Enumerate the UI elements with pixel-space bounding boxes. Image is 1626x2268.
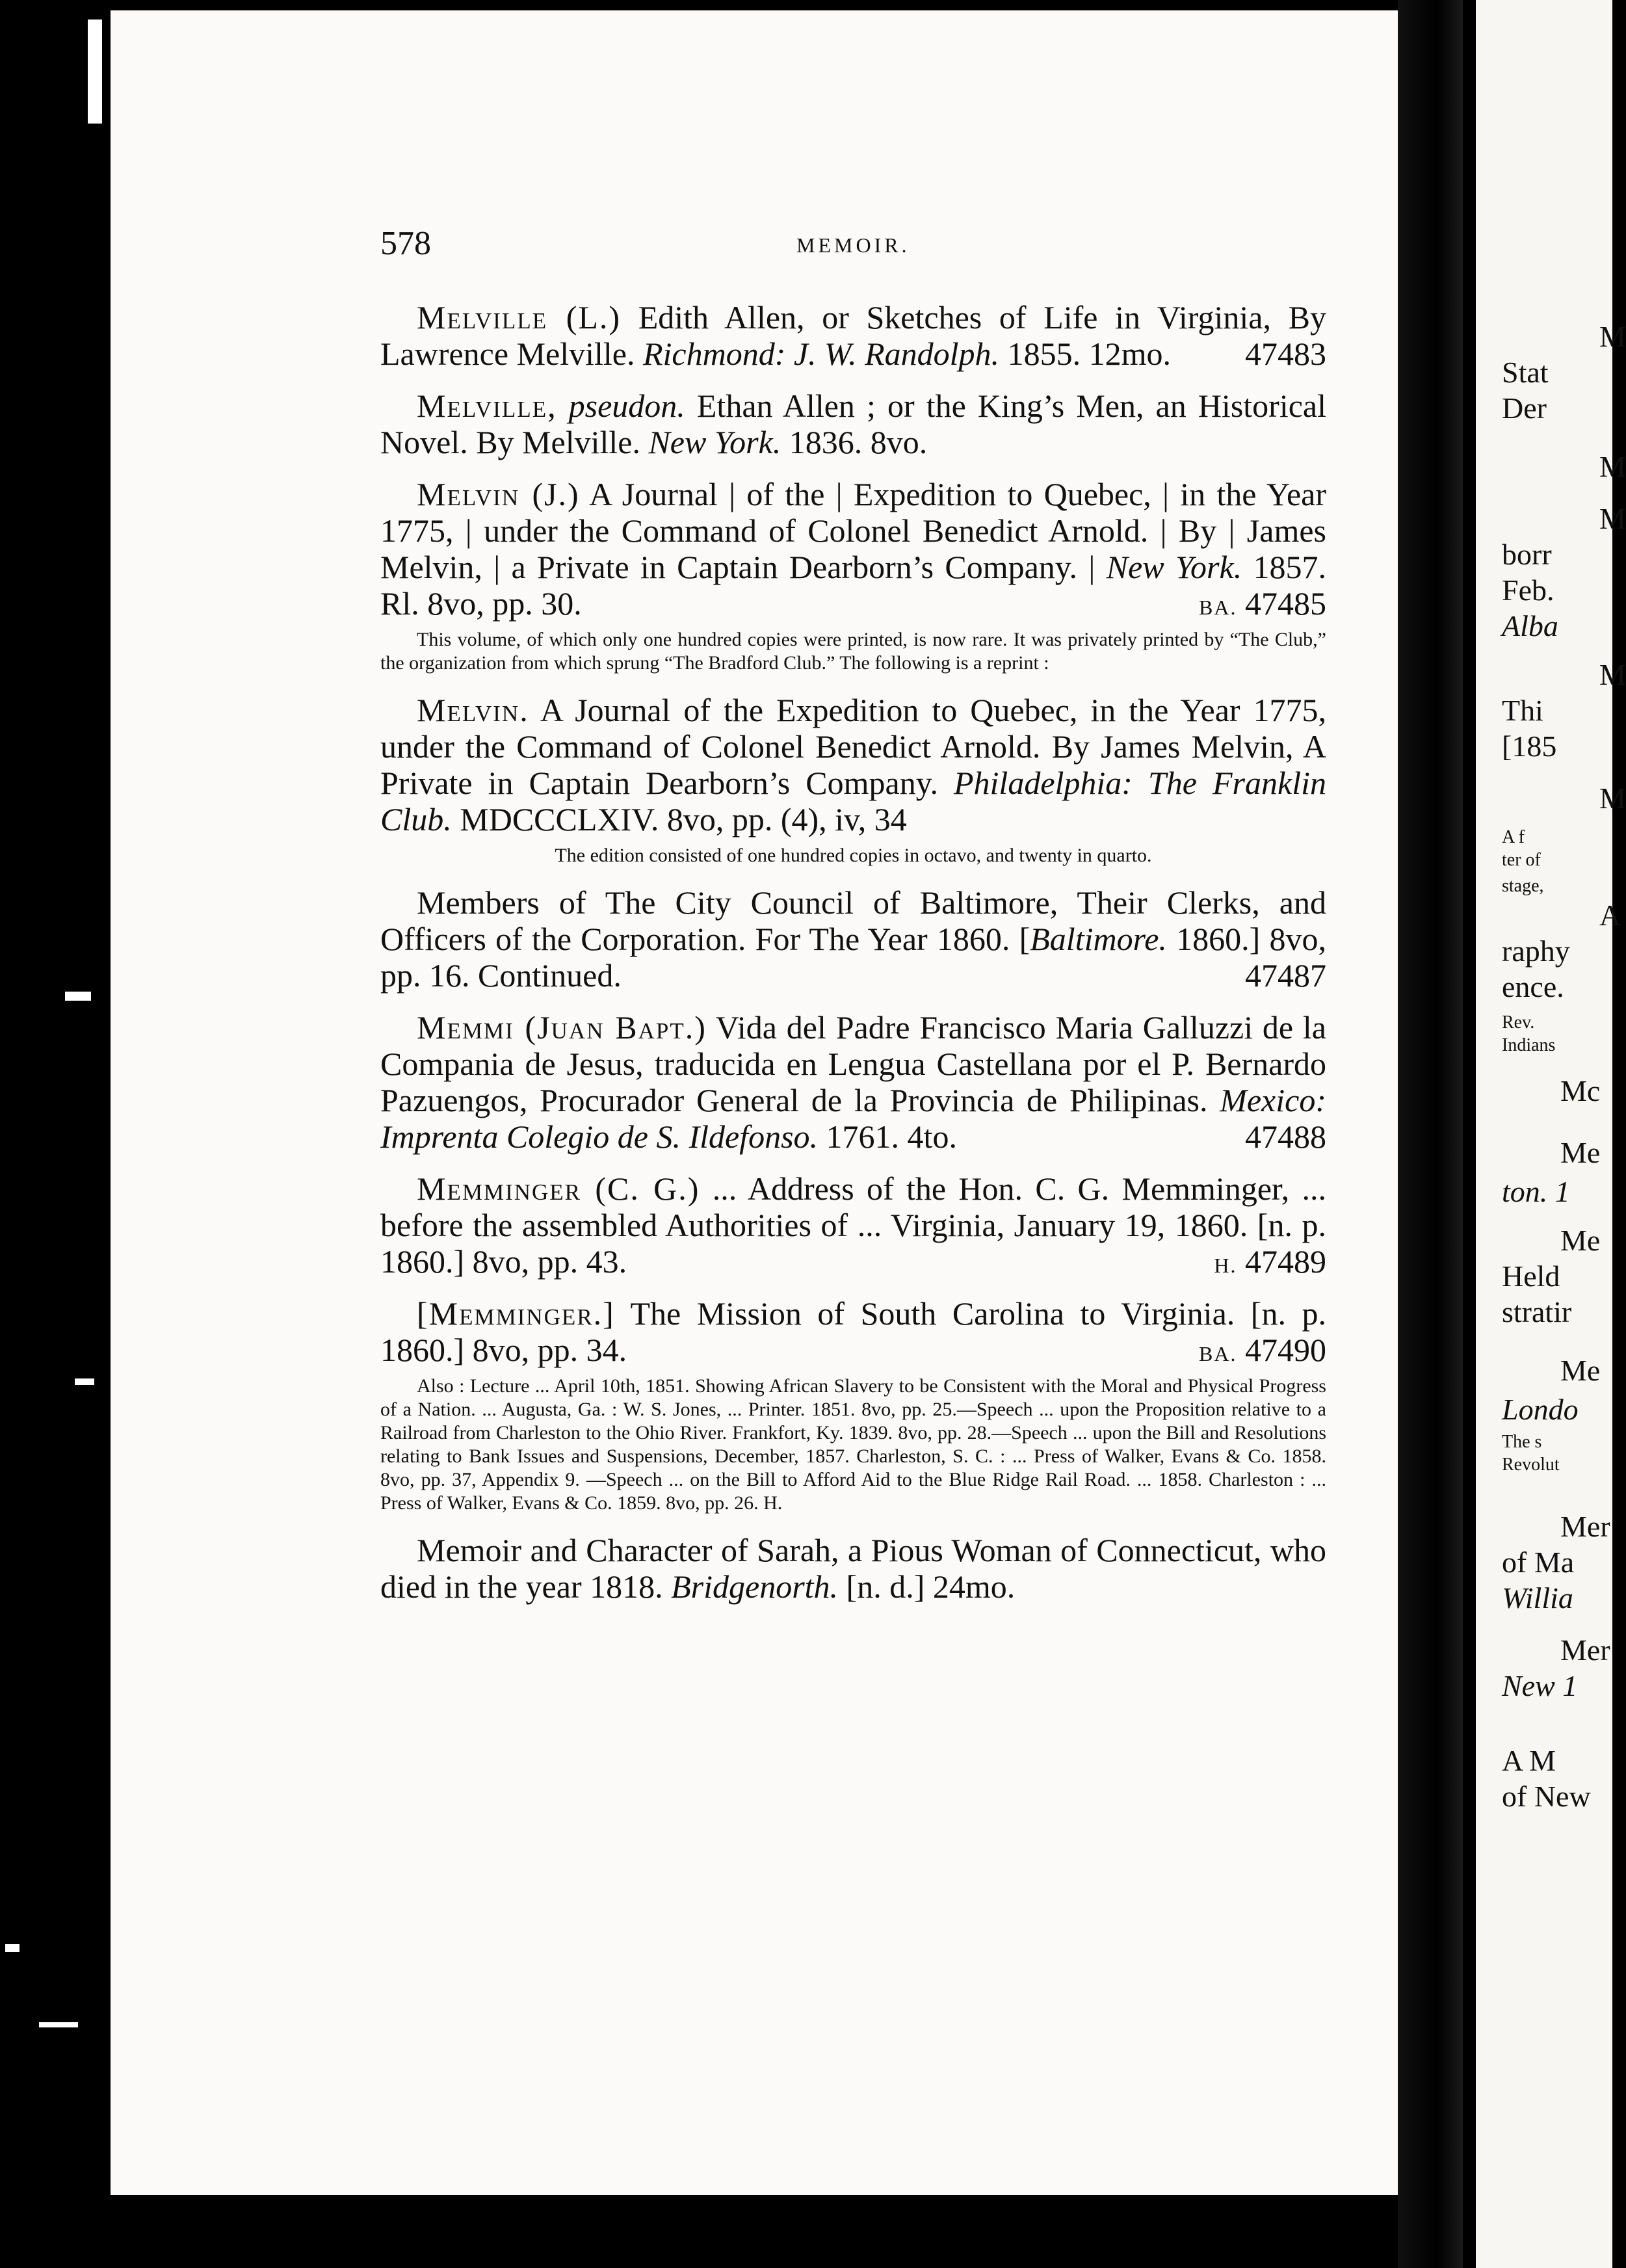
left-edge-mark [5, 1944, 20, 1952]
facing-page-fragment: Me [1560, 1224, 1601, 1257]
facing-page-fragment: Rev. [1502, 1012, 1535, 1033]
left-edge-mark [39, 2022, 78, 2027]
entry-memoir-sarah [380, 1532, 1326, 1605]
facing-page-fragment: Held [1502, 1259, 1560, 1293]
entry-tail: 1855. 12mo. [999, 336, 1171, 372]
entry-name: Melvin. [417, 692, 529, 728]
facing-page-fragment: M [1599, 658, 1626, 691]
facing-page-fragment: Stat [1502, 356, 1549, 389]
entry-note: The edition consisted of one hundred copies in octavo, and twenty in quarto. [555, 845, 1152, 866]
entry-desc: ... Address of the Hon. C. G. Memminger, ... before the assembled Authorities of ... Virginia, January 19, 1860. [n. p. 1860.] 8vo, pp. 43. [380, 1170, 1326, 1280]
entry-desc: A Journal | of the | Expedition to Quebec, | in the Year 1775, | under the Command of Colonel Benedict Arnold. | By | James Melvin, | a Private in Captain Dearborn’s Company. | [380, 476, 1326, 585]
facing-page-fragment: Londo [1502, 1393, 1579, 1426]
facing-page-fragment: Willia [1502, 1581, 1573, 1615]
entry-melville-pseudon [380, 388, 1326, 460]
facing-page-fragment: ence. [1502, 970, 1564, 1003]
running-title: MEMOIR. [796, 233, 910, 257]
entry-imprint: Mexico: Imprenta Colegio de S. Ildefonso. [380, 1082, 1326, 1155]
facing-page-fragment: A [1599, 899, 1621, 932]
facing-page-fragment: Me [1560, 1354, 1601, 1387]
entry-members-baltimore [380, 884, 1326, 994]
book-gutter [1398, 0, 1463, 2268]
entry-number: 47488 [1245, 1118, 1326, 1155]
entry-desc: The Mission of South Carolina to Virginia. [n. p. 1860.] 8vo, pp. 34. [380, 1295, 1326, 1368]
facing-page-fragment: M [1599, 450, 1626, 483]
entry-desc: Members of The City Council of Baltimore, Their Clerks, and Officers of the Corporation. For The Year 1860. [ [380, 884, 1326, 957]
facing-page-fragment: stratir [1502, 1295, 1572, 1328]
entry-melvin [380, 692, 1326, 837]
facing-page-fragment: stage, [1502, 876, 1544, 896]
entry-tail: 1857. Rl. 8vo, pp. 30. [380, 549, 1327, 622]
entry-imprint: Bridgenorth. [671, 1568, 839, 1605]
entry-imprint: Philadelphia: The Franklin Club. [380, 765, 1326, 837]
facing-page-fragment: A M [1502, 1744, 1556, 1777]
facing-page-fragment: M [1599, 502, 1626, 535]
facing-page-fragment: Thi [1502, 694, 1543, 727]
facing-page-fragment: Revolut [1502, 1455, 1560, 1475]
entry-number [1162, 585, 1326, 626]
entry-number [1162, 1332, 1326, 1372]
entry-qualifier: pseudon. [557, 388, 685, 424]
left-edge-mark [65, 992, 91, 1001]
facing-page-fragment: Der [1502, 391, 1547, 425]
facing-page-fragment: Mc [1560, 1074, 1601, 1107]
entry-name: Memmi (Juan Bapt.) [417, 1009, 707, 1046]
entry-note: Also : Lecture ... April 10th, 1851. Showing African Slavery to be Consistent with the Moral and Physical Progress of a Nation. ... Augusta, Ga. : W. S. Jones, ... Printer. 1851. 8vo, pp. 25.—Speech ... upon the Proposition relative to a Railroad from Charleston to the Ohio River. Frankfort, Ky. 1839. 8vo, pp. 28.—Speech ... upon the Bill and Resolutions relating to Bank Issues and Suspensions, December, 1857. Charleston, S. C. : ... Press of Walker, Evans & Co. 1858. 8vo, pp. 37, Appendix 9. —Speech ... on the Bill to Afford Aid to the Blue Ridge Rail Road. ... 1858. Charleston : ... Press of Walker, Evans & Co. 1859. 8vo, pp. 26. H. [380, 1375, 1326, 1514]
entry-memmi [380, 1009, 1326, 1155]
entry-number: 47483 [1245, 336, 1326, 372]
entry-imprint: Richmond: J. W. Randolph. [642, 336, 1000, 372]
entry-imprint: New York. [1106, 549, 1242, 585]
entry-memminger [380, 1170, 1326, 1280]
entry-tail: MDCCCLXIV. 8vo, pp. (4), iv, 34 [451, 801, 907, 837]
facing-page-fragment: Indians [1502, 1035, 1556, 1055]
facing-page-fragment: A f [1502, 827, 1525, 847]
facing-page-fragment: ter of [1502, 850, 1541, 870]
entry-melvin-j [380, 476, 1326, 622]
facing-page-fragment: of New [1502, 1780, 1591, 1813]
entry-name: Melville (L.) [417, 299, 622, 336]
page-number: 578 [380, 225, 431, 262]
entry-note: This volume, of which only one hundred copies were printed, is now rare. It was privately printed by “The Club,” the organization from which sprung “The Bradford Club.” The following is a reprint : [380, 629, 1326, 674]
facing-page [1476, 0, 1626, 2268]
entry-tail: 1836. 8vo. [781, 424, 928, 460]
entry-name: [Memminger.] [417, 1295, 615, 1332]
entry-ref: H. [1214, 1254, 1237, 1277]
entry-name: Melvin (J.) [417, 476, 580, 512]
text-column [380, 299, 1326, 1620]
facing-page-fragment: Mer [1560, 1633, 1610, 1667]
entry-imprint: New York. [648, 424, 781, 460]
facing-page-fragment: New 1 [1502, 1669, 1578, 1702]
facing-page-fragment: M [1599, 320, 1626, 353]
entry-desc: Memoir and Character of Sarah, a Pious Woman of Connecticut, who died in the year 1818. [380, 1532, 1326, 1605]
entry-imprint: Baltimore. [1030, 921, 1167, 957]
facing-page-fragment: Feb. [1502, 574, 1554, 607]
facing-page-fragment: [185 [1502, 730, 1557, 763]
entry-desc: A Journal of the Expedition to Quebec, in the Year 1775, under the Command of Colonel Benedict Arnold. By James Melvin, A Private in Captain Dearborn’s Company. [380, 692, 1326, 801]
facing-page-fragment: Mer [1560, 1510, 1610, 1543]
entry-number-value: 47485 [1245, 585, 1326, 622]
facing-page-fragment: Me [1560, 1136, 1601, 1169]
facing-page-fragment: M [1599, 782, 1626, 815]
entry-desc: Edith Allen, or Sketches of Life in Virginia, By Lawrence Melville. [380, 299, 1326, 372]
facing-page-fragment: ton. 1 [1502, 1175, 1570, 1208]
entry-name: Melville, [417, 388, 557, 424]
entry-tail: 1761. 4to. [818, 1118, 957, 1155]
left-edge-mark [75, 1378, 94, 1385]
facing-page-fragment: Alba [1502, 609, 1558, 642]
entry-number: 47487 [1245, 957, 1326, 994]
entry-name: Memminger (C. G.) [417, 1170, 700, 1207]
entry-number-value: 47489 [1245, 1243, 1326, 1280]
facing-page-fragment: The s [1502, 1432, 1542, 1452]
entry-ref: BA. [1199, 596, 1237, 619]
facing-page-fragment: raphy [1502, 934, 1570, 968]
entry-tail: 1860.] 8vo, pp. 16. Continued. [380, 921, 1326, 994]
entry-number [1177, 1243, 1326, 1284]
entry-ref: BA. [1199, 1342, 1237, 1365]
entry-tail: [n. d.] 24mo. [838, 1568, 1016, 1605]
facing-page-fragment: borr [1502, 538, 1552, 571]
page-header [380, 224, 1326, 270]
entry-melville-l [380, 299, 1326, 372]
entry-desc: Ethan Allen ; or the King’s Men, an Historical Novel. By Melville. [380, 388, 1326, 460]
entry-number-value: 47490 [1245, 1332, 1326, 1368]
entry-desc: Vida del Padre Francisco Maria Galluzzi de la Compania de Jesus, traducida en Lengua Castellana por el P. Bernardo Pazuengos, Procurador General de la Provincia de Philipinas. [380, 1009, 1326, 1118]
entry-memminger-mission [380, 1295, 1326, 1368]
left-edge-mark [88, 20, 102, 124]
facing-page-fragment: of Ma [1502, 1546, 1575, 1579]
